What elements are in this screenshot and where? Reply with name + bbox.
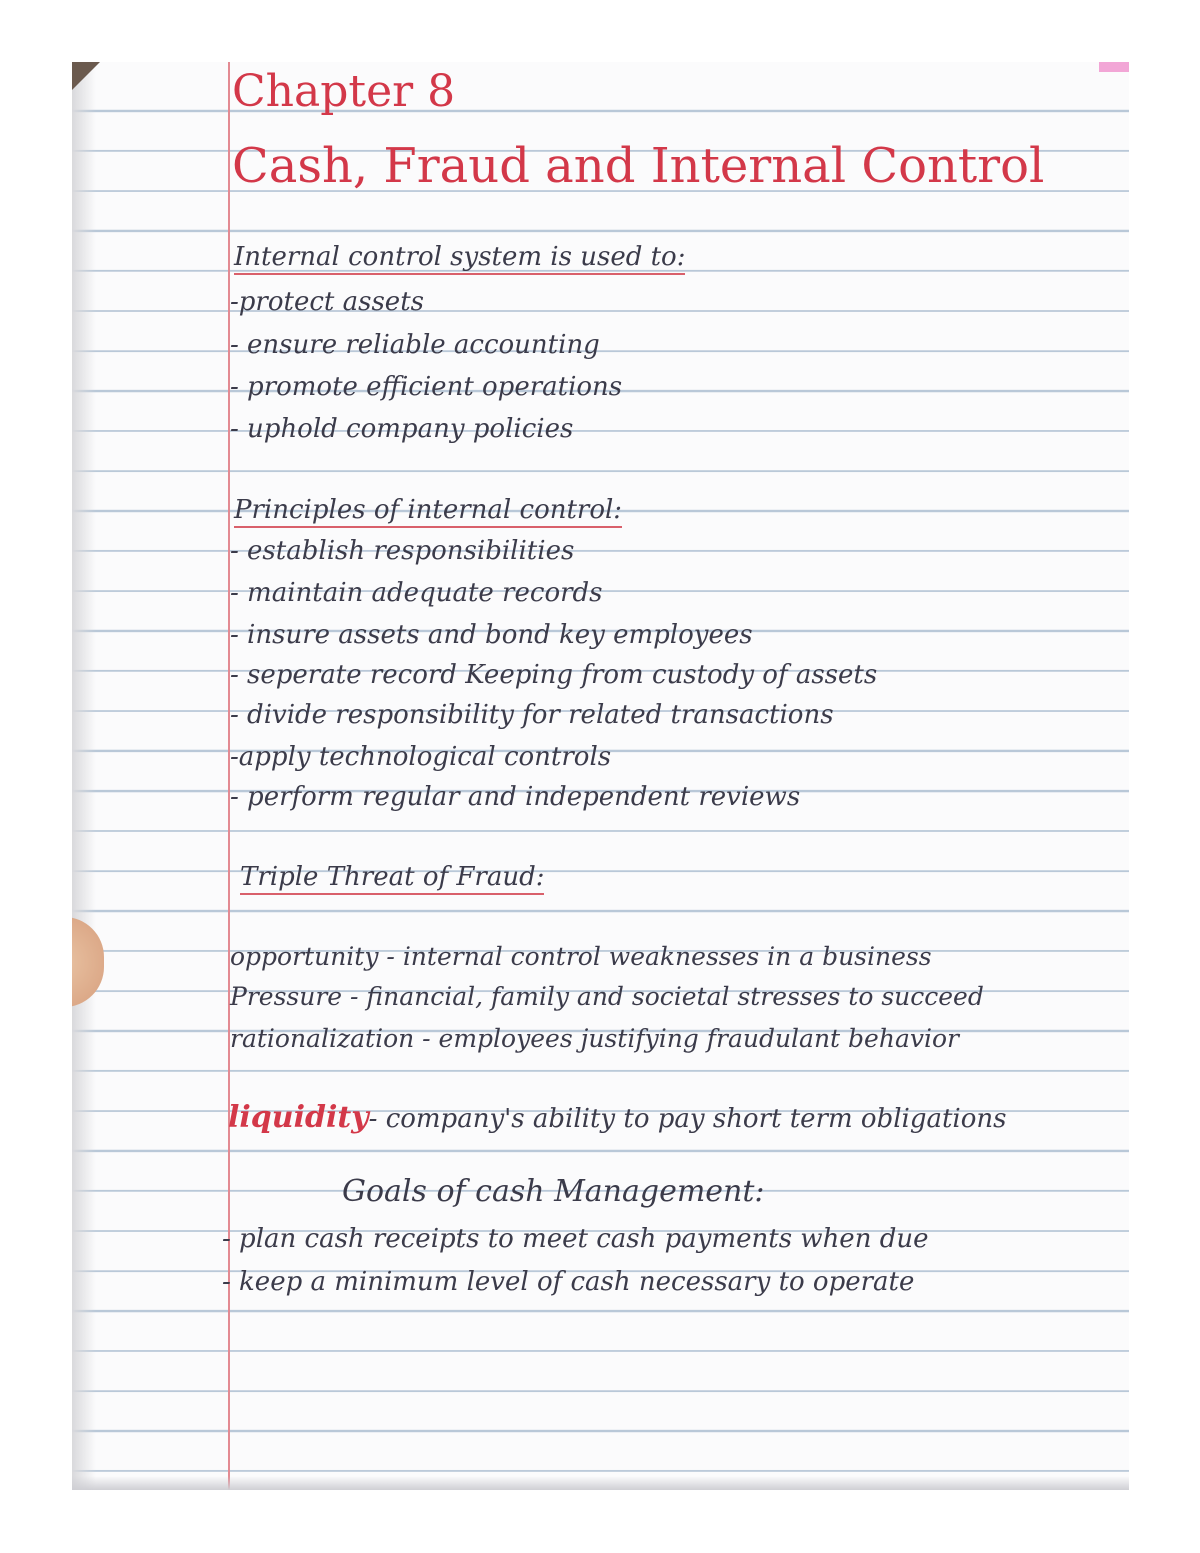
page-bottom-edge bbox=[72, 1476, 1129, 1490]
cash-management-heading: Goals of cash Management: bbox=[342, 1174, 765, 1209]
pink-tab-mark bbox=[1099, 62, 1129, 72]
notebook-page bbox=[72, 62, 1129, 1490]
page-corner bbox=[72, 62, 100, 90]
internal-control-item: -protect assets bbox=[230, 287, 424, 317]
fraud-item: Pressure - financial, family and societal stresses to succeed bbox=[230, 982, 984, 1011]
internal-control-heading: Internal control system is used to: bbox=[234, 242, 685, 272]
fraud-item: opportunity - internal control weaknesses in a business bbox=[230, 942, 932, 971]
internal-control-item: - promote efficient operations bbox=[230, 372, 623, 402]
liquidity-text: - company's ability to pay short term obligations bbox=[368, 1104, 1007, 1134]
principle-item: - establish responsibilities bbox=[230, 536, 575, 566]
internal-control-item: - ensure reliable accounting bbox=[230, 330, 600, 360]
principle-item: -apply technological controls bbox=[230, 742, 612, 772]
fraud-item: rationalization - employees justifying fraudulant behavior bbox=[230, 1024, 959, 1053]
thumb-image bbox=[72, 917, 104, 1007]
internal-control-item: - uphold company policies bbox=[230, 414, 574, 444]
fraud-heading: Triple Threat of Fraud: bbox=[240, 862, 544, 892]
subject-title: Cash, Fraud and Internal Control bbox=[232, 138, 1045, 194]
liquidity-definition bbox=[228, 1100, 1007, 1135]
principle-item: - insure assets and bond key employees bbox=[230, 620, 753, 650]
principle-item: - maintain adequate records bbox=[230, 578, 603, 608]
principles-heading: Principles of internal control: bbox=[234, 495, 622, 525]
chapter-title: Chapter 8 bbox=[232, 66, 456, 117]
cash-management-item: - keep a minimum level of cash necessary to operate bbox=[222, 1267, 915, 1297]
principle-item: - perform regular and independent reviews bbox=[230, 782, 801, 812]
principle-item: - seperate record Keeping from custody of assets bbox=[230, 660, 878, 690]
liquidity-term: liquidity bbox=[228, 1100, 369, 1135]
principle-item: - divide responsibility for related transactions bbox=[230, 700, 834, 730]
cash-management-item: - plan cash receipts to meet cash payments when due bbox=[222, 1224, 929, 1254]
